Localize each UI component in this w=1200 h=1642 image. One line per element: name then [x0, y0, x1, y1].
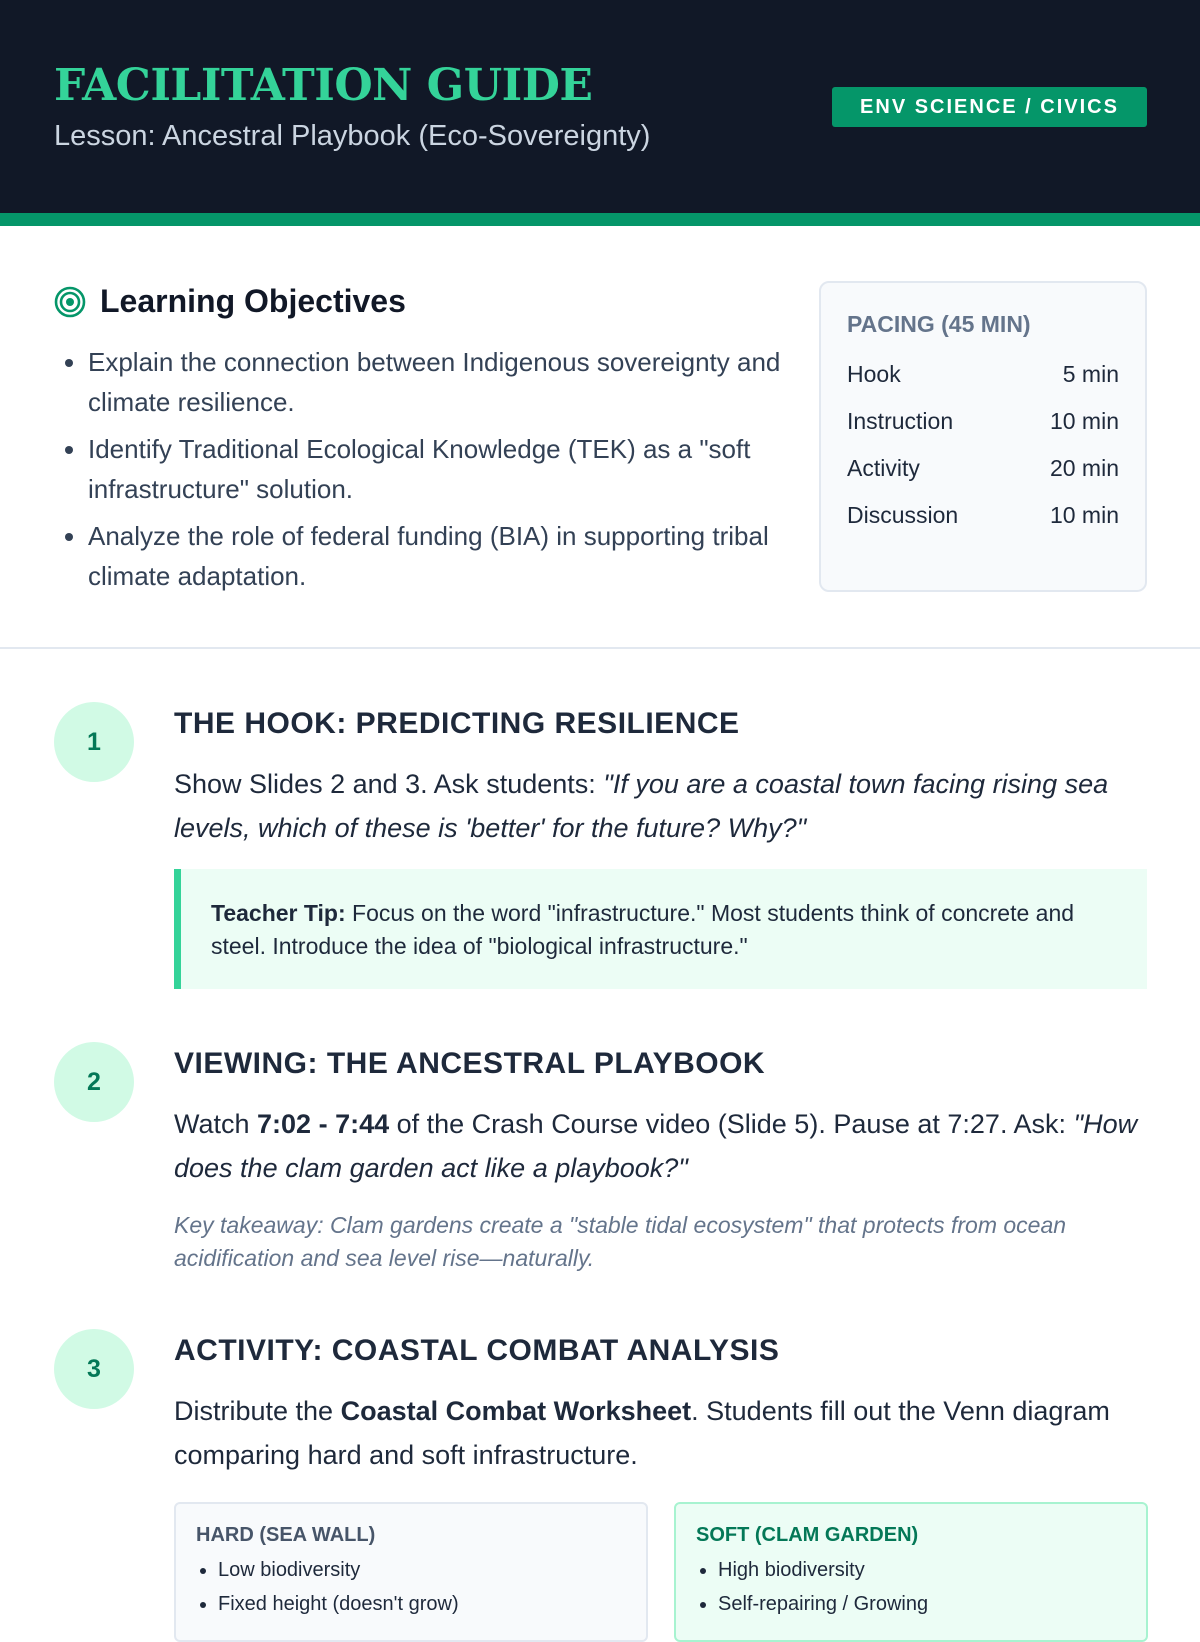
pacing-row-discussion — [847, 492, 1119, 539]
card-title: SOFT (CLAM GARDEN) — [696, 1524, 919, 1546]
video-timestamp: 7:02 - 7:44 — [257, 1109, 390, 1139]
pacing-label: Instruction — [847, 408, 954, 434]
pacing-row-activity — [847, 445, 1119, 492]
step-title: ACTIVITY: COASTAL COMBAT ANALYSIS — [174, 1334, 780, 1367]
worksheet-name: Coastal Combat Worksheet — [340, 1396, 692, 1426]
page-header — [0, 0, 1200, 226]
card-list — [696, 1553, 1126, 1621]
card-item: • Fixed height (doesn't grow) — [218, 1587, 626, 1621]
tip-text: Focus on the word "infrastructure." Most students think of concrete and steel. Introduce the idea of "biological infrastructure." — [211, 900, 1075, 959]
step-body — [174, 762, 1154, 850]
step-question: "How does the clam garden act like a playbook?" — [174, 1109, 1138, 1183]
pacing-time: 10 min — [1049, 502, 1119, 528]
step-title: THE HOOK: PREDICTING RESILIENCE — [174, 707, 740, 740]
step-body-text: Watch — [174, 1109, 258, 1139]
step-body-text: Distribute the — [174, 1396, 341, 1426]
objective-item: • Analyze the role of federal funding (BIA) in supporting tribal climate adaptation. — [88, 516, 788, 596]
target-icon — [54, 286, 86, 318]
tip-label: Teacher Tip: — [211, 900, 346, 926]
step-body — [174, 1102, 1154, 1190]
soft-infrastructure-card — [674, 1502, 1148, 1642]
card-item: • Low biodiversity — [218, 1553, 626, 1587]
objective-item: • Explain the connection between Indigenous sovereignty and climate resilience. — [88, 342, 788, 422]
objective-item: • Identify Traditional Ecological Knowledge (TEK) as a "soft infrastructure" solution. — [88, 429, 788, 509]
step-body-text: of the Crash Course video (Slide 5). Pause at 7:27. Ask: — [389, 1109, 1074, 1139]
step-question: "If you are a coastal town facing rising sea levels, which of these is 'better' for the future? Why?" — [174, 769, 1109, 843]
objectives-header — [54, 283, 406, 320]
pacing-row-instruction — [847, 398, 1119, 445]
pacing-card — [819, 281, 1147, 592]
card-item: • High biodiversity — [718, 1553, 1126, 1587]
pacing-time: 5 min — [1062, 361, 1119, 387]
step-number-badge: 2 — [54, 1042, 134, 1122]
card-item: • Self-repairing / Growing — [718, 1587, 1126, 1621]
pacing-title: PACING (45 MIN) — [847, 311, 1031, 337]
pacing-row-hook — [847, 351, 1119, 398]
section-divider — [0, 647, 1200, 649]
lesson-subtitle: Lesson: Ancestral Playbook (Eco-Sovereignty) — [54, 120, 651, 152]
subject-badge: ENV SCIENCE / CIVICS — [832, 87, 1147, 127]
card-list — [196, 1553, 626, 1621]
pacing-time: 20 min — [1049, 455, 1119, 481]
card-title: HARD (SEA WALL) — [196, 1524, 376, 1546]
step-body — [174, 1389, 1154, 1477]
teacher-tip — [174, 869, 1147, 989]
step-body-text: Show Slides 2 and 3. Ask students: — [174, 769, 604, 799]
step-number-badge: 3 — [54, 1329, 134, 1409]
pacing-label: Activity — [847, 455, 920, 481]
pacing-label: Hook — [847, 361, 901, 387]
objectives-list — [54, 342, 788, 603]
key-takeaway: Key takeaway: Clam gardens create a "stable tidal ecosystem" that protects from ocean acidification and sea level rise—naturally. — [174, 1212, 1067, 1271]
pacing-time: 10 min — [1049, 408, 1119, 434]
pacing-label: Discussion — [847, 502, 959, 528]
page-title: FACILITATION GUIDE — [54, 60, 593, 111]
hard-infrastructure-card — [174, 1502, 648, 1642]
step-body-text: . Students fill out the Venn diagram comparing hard and soft infrastructure. — [174, 1396, 1110, 1470]
step-title: VIEWING: THE ANCESTRAL PLAYBOOK — [174, 1047, 766, 1080]
step-number-badge: 1 — [54, 702, 134, 782]
objectives-heading: Learning Objectives — [100, 283, 406, 319]
